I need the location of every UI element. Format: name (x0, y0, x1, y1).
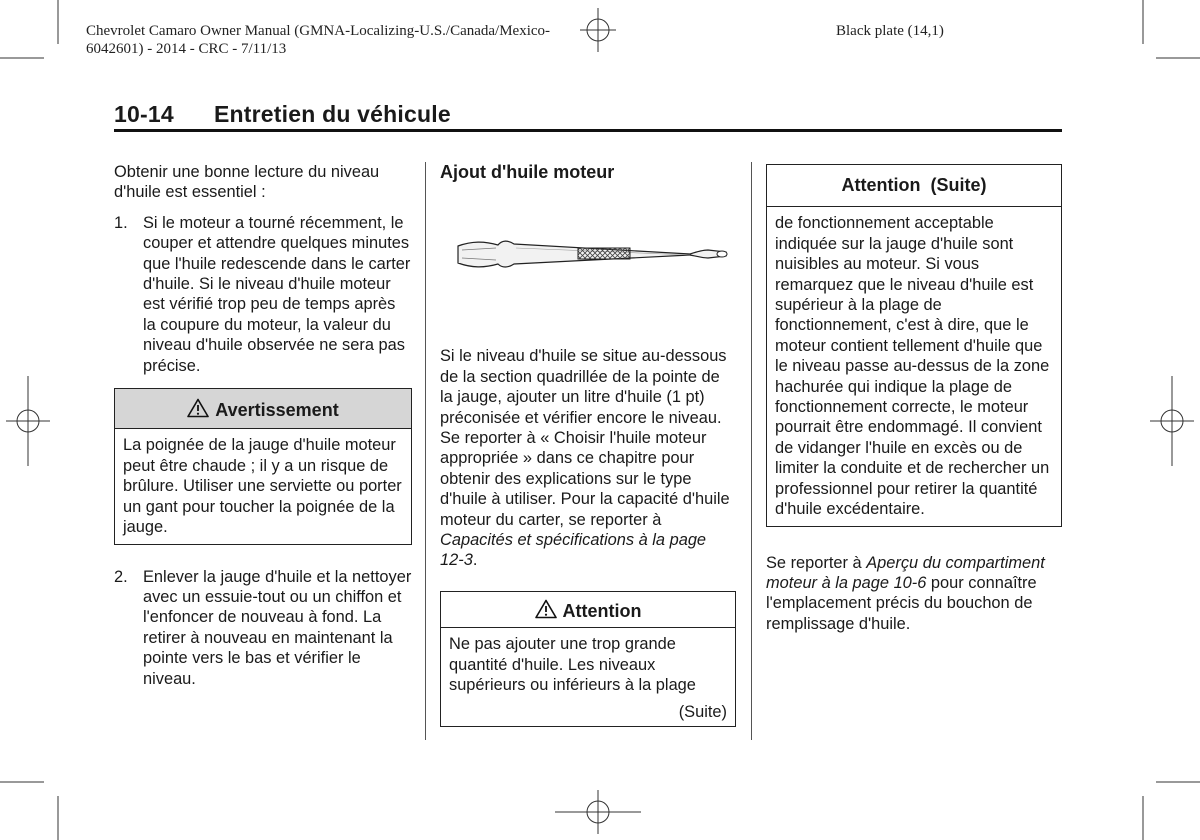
warning-header (115, 389, 411, 429)
continued-label: (Suite) (678, 702, 727, 721)
intro-text: Obtenir une bonne lecture du niveau d'huile est essentiel : (114, 163, 380, 202)
steps-list-1 (114, 213, 412, 376)
warning-title: Avertissement (215, 400, 339, 421)
column-divider-1 (425, 162, 426, 740)
body-text (440, 346, 730, 570)
cross-reference-link[interactable]: Capacités et spécifications à la page 12-3 (440, 531, 707, 570)
warning-body: La poignée de la jauge d'huile moteur peut être chaude ; il y a un risque de brûlure. Utiliser une serviette ou porter un gant pour toucher la poignée de la jauge. (123, 436, 402, 537)
reference-text (766, 553, 1062, 635)
attention-box (440, 591, 736, 727)
attention-text: Ne pas ajouter une trop grande quantité d'huile. Les niveaux supérieurs ou inférieurs à la plage (449, 635, 696, 695)
attention-continued-box (766, 164, 1062, 527)
crop-mark-icon (1150, 376, 1194, 466)
column-2 (440, 162, 730, 727)
column-3 (766, 164, 1062, 634)
attention-header (441, 592, 735, 628)
page-title (114, 101, 451, 128)
reference-pre: Se reporter à (766, 553, 867, 572)
attention-body (441, 628, 735, 726)
warning-triangle-icon (187, 398, 209, 418)
steps-list-2 (114, 567, 412, 689)
crop-mark-icon (6, 376, 50, 466)
reference-post: pour connaître l'emplacement précis du bouchon de remplissage d'huile. (766, 573, 1037, 633)
print-header-right: Black plate (14,1) (836, 23, 944, 39)
page-number: 10-14 (114, 101, 174, 127)
crop-mark-icon (555, 790, 641, 834)
body-text-main: Si le niveau d'huile se situe au-dessous de la section quadrillée de la pointe de la jauge, ajouter un litre d'huile (1 pt) préconisée et vérifier encore le niveau. Se reporter à « Choisir l'huile moteur appropriée » dans ce chapitre pour obtenir des explications sur le type d'huile à utiliser. Pour la capacité d'huile moteur du carter, se reporter à (440, 347, 730, 529)
step-text: Enlever la jauge d'huile et la nettoyer avec un essuie-tout ou un chiffon et l'enfoncer de nouveau à fond. La retirer à nouveau en maintenant la pointe vers le bas et vérifier le niveau. (143, 567, 412, 688)
step-number: 1. (114, 213, 128, 232)
print-header-line2: 6042601) - 2014 - CRC - 7/11/13 (86, 41, 287, 57)
list-item (114, 567, 412, 689)
attention-continued-body: de fonctionnement acceptable indiquée sur la jauge d'huile sont nuisibles au moteur. Si vous remarquez que le niveau d'huile est supérieur à la plage de fonctionnement, c'est à dire, que le moteur contient tellement d'huile que le niveau passe au-dessus de la zone hachurée qui indique la plage de fonctionnement correcte, le moteur pourrait être endommagé. Il convient de vidanger l'huile en excès ou de limiter la conduite et de rechercher un professionnel pour retirer la quantité d'huile excédentaire. (775, 214, 1050, 519)
section-title: Entretien du véhicule (214, 101, 451, 127)
warning-triangle-icon (535, 599, 557, 619)
attention-continued-header: Attention (Suite) (767, 165, 1061, 207)
title-rule (114, 129, 1062, 132)
list-item (114, 213, 412, 376)
dipstick-illustration (440, 228, 730, 292)
print-header-line1: Chevrolet Camaro Owner Manual (GMNA-Localizing-U.S./Canada/Mexico- (86, 23, 551, 39)
section-heading: Ajout d'huile moteur (440, 162, 615, 182)
body-text-end: . (472, 551, 478, 570)
print-header-left (86, 22, 550, 58)
warning-box (114, 388, 412, 544)
column-divider-2 (751, 162, 752, 740)
crop-mark-icon (580, 8, 616, 52)
attention-title: Attention (562, 600, 642, 621)
column-1 (114, 162, 412, 689)
cross-reference-link[interactable]: Aperçu du compartiment moteur à la page 10-6 (766, 553, 1045, 592)
step-text: Si le moteur a tourné récemment, le couper et attendre quelques minutes que l'huile redescende dans le carter d'huile. Si le niveau d'huile moteur est vérifié trop peu de temps après la coupure du moteur, la valeur du niveau d'huile observée ne sera pas précise. (143, 213, 411, 375)
step-number: 2. (114, 567, 128, 586)
